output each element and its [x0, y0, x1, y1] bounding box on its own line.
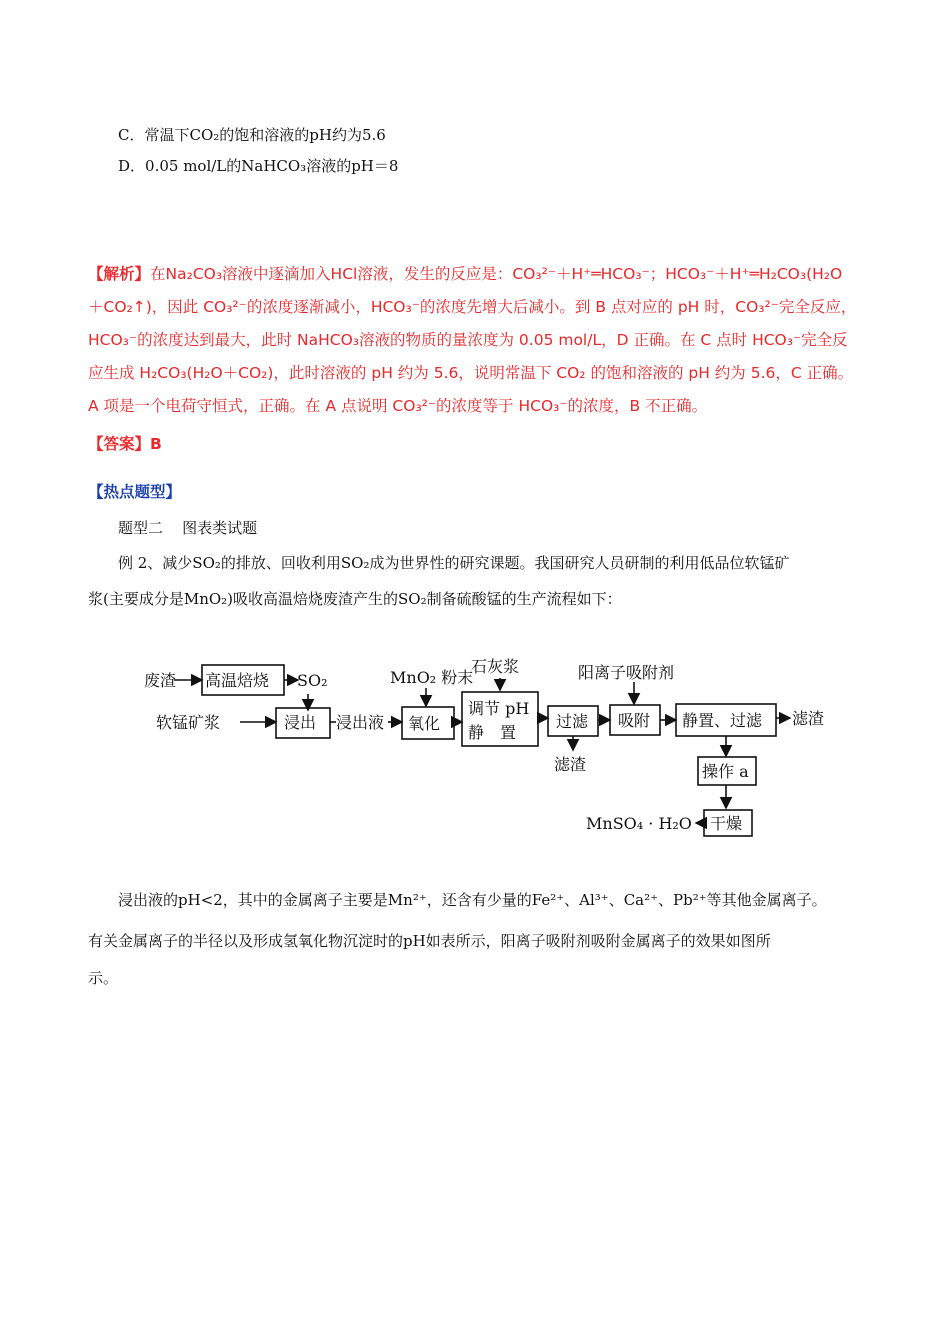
example-line-2: 浆(主要成分是MnO₂)吸收高温焙烧废渣产生的SO₂制备硫酸锰的生产流程如下： [88, 590, 622, 608]
analysis-line-1: 【解析】在Na₂CO₃溶液中逐滴加入HCl溶液，发生的反应是：CO₃²⁻＋H⁺═HCO₃⁻；HCO₃⁻＋H⁺═H₂CO₃(H₂O [88, 265, 843, 283]
label-adjust-1: 调节 pH [468, 699, 530, 718]
para-line-3: 示。 [88, 969, 119, 987]
label-leachate: 浸出液 [336, 713, 385, 732]
label-adsorbent: 阳离子吸附剂 [578, 663, 675, 682]
label-mno2: MnO₂ 粉末 [390, 668, 474, 687]
label-adjust-2: 静 置 [468, 723, 517, 742]
analysis-line-2: ＋CO₂↑)，因此 CO₃²⁻的浓度逐渐减小，HCO₃⁻的浓度先增大后减小。到 B 点对应的 pH 时，CO₃²⁻完全反应， [88, 298, 857, 316]
label-so2: SO₂ [297, 671, 328, 690]
example-line-1: 例 2、减少SO₂的排放、回收利用SO₂成为世界性的研究课题。我国研究人员研制的利用低品位软锰矿 [118, 554, 790, 572]
label-op: 操作 a [702, 762, 749, 781]
label-ore: 软锰矿浆 [156, 713, 221, 732]
answer: 【答案】B [88, 435, 162, 453]
analysis-tag: 【解析】 [88, 265, 151, 283]
para-line-2: 有关金属离子的半径以及形成氢氧化物沉淀时的pH如表所示，阳离子吸附剂吸附金属离子的效果如图所 [88, 932, 771, 950]
type-title: 题型二 图表类试题 [118, 519, 258, 537]
analysis-line-3: HCO₃⁻的浓度达到最大，此时 NaHCO₃溶液的物质的量浓度为 0.05 mol/L，D 正确。在 C 点时 HCO₃⁻完全反 [88, 331, 848, 349]
label-lime: 石灰浆 [471, 657, 520, 676]
label-residue-2: 滤渣 [792, 709, 825, 728]
option-c: C．常温下CO₂的饱和溶液的pH约为5.6 [118, 126, 386, 144]
label-oxidize: 氧化 [408, 714, 441, 733]
label-leach: 浸出 [284, 713, 317, 732]
label-residue-1: 滤渣 [554, 755, 587, 774]
analysis-line-4: 应生成 H₂CO₃(H₂O＋CO₂)，此时溶液的 pH 约为 5.6，说明常温下 CO₂ 的饱和溶液的 pH 约为 5.6，C 正确。 [88, 364, 854, 382]
hot-topic-tag: 【热点题型】 [88, 483, 182, 501]
label-dry: 干燥 [710, 814, 743, 833]
analysis-line-5: A 项是一个电荷守恒式，正确。在 A 点说明 CO₃²⁻的浓度等于 HCO₃⁻的浓度，B 不正确。 [88, 397, 708, 415]
process-flowchart [140, 652, 840, 842]
label-waste: 废渣 [144, 671, 177, 690]
option-d: D．0.05 mol/L的NaHCO₃溶液的pH＝8 [118, 157, 399, 175]
label-settle: 静置、过滤 [682, 711, 763, 730]
label-filter: 过滤 [556, 712, 589, 731]
label-product: MnSO₄ · H₂O [586, 814, 692, 833]
label-adsorb: 吸附 [618, 711, 651, 730]
para-line-1: 浸出液的pH<2，其中的金属离子主要是Mn²⁺，还含有少量的Fe²⁺、Al³⁺、Ca²⁺、Pb²⁺等其他金属离子。 [118, 891, 827, 909]
label-roast: 高温焙烧 [205, 671, 270, 690]
